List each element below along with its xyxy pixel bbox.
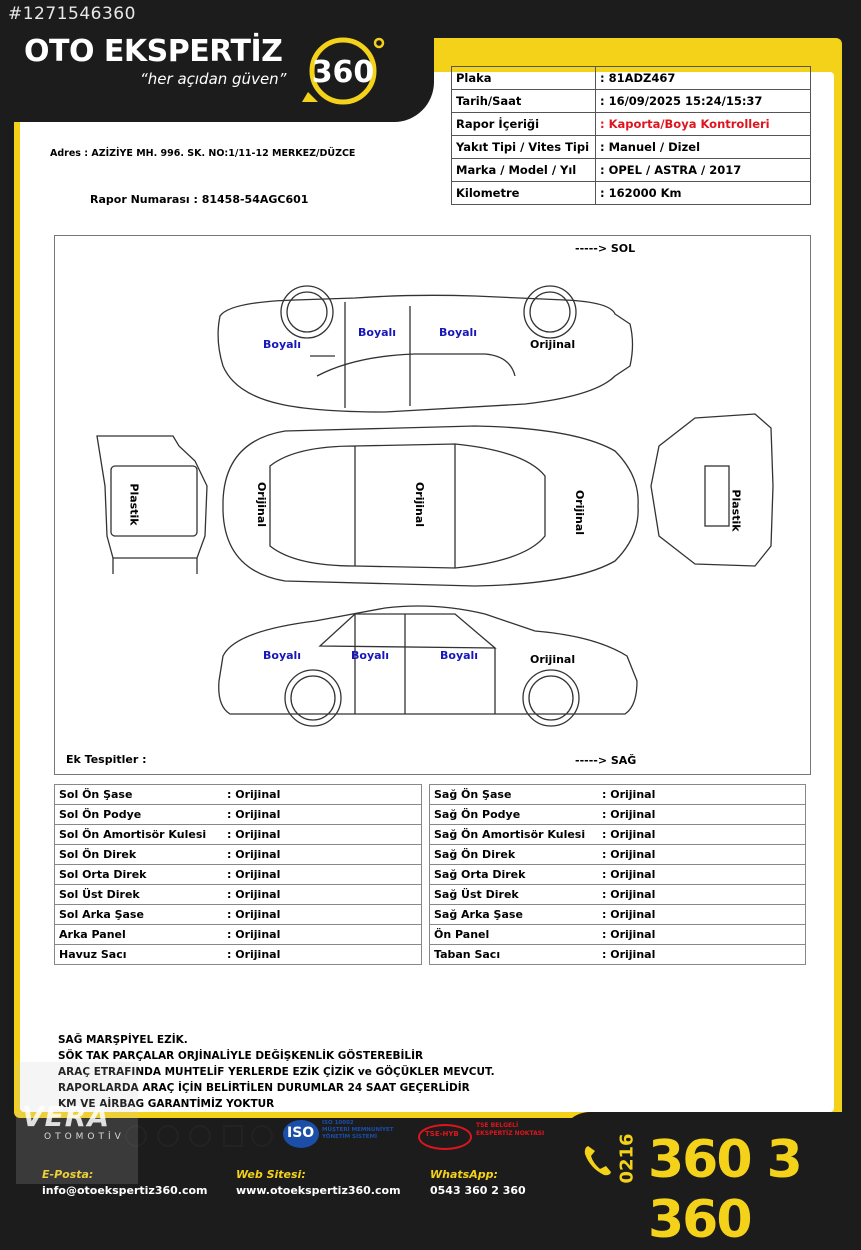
- label-left-view: Plastik: [127, 483, 141, 526]
- part-name: Sağ Üst Direk: [430, 885, 599, 905]
- info-key: Marka / Model / Yıl: [452, 159, 596, 182]
- brake-icon: [252, 1126, 272, 1146]
- part-status: : Orijinal: [598, 905, 806, 925]
- part-row: [430, 925, 806, 945]
- part-row: [430, 945, 806, 965]
- info-row: [452, 113, 811, 136]
- part-name: Arka Panel: [55, 925, 224, 945]
- label-top-rear-fender: Orijinal: [530, 338, 576, 351]
- part-status: : Orijinal: [223, 845, 422, 865]
- label-bottom-front-fender: Orijinal: [530, 653, 576, 666]
- part-row: [430, 885, 806, 905]
- label-hood: Orijinal: [255, 481, 269, 528]
- info-key: Tarih/Saat: [452, 90, 596, 113]
- label-trunk: Orijinal: [573, 489, 587, 536]
- part-status: : Orijinal: [598, 845, 806, 865]
- info-table: [451, 66, 811, 205]
- part-status: : Orijinal: [598, 885, 806, 905]
- web-value[interactable]: www.otoekspertiz360.com: [236, 1184, 401, 1197]
- part-row: [55, 905, 422, 925]
- note-line: SÖK TAK PARÇALAR ORJİNALİYLE DEĞİŞKENLİK GÖSTEREBİLİR: [58, 1050, 424, 1062]
- part-row: [430, 805, 806, 825]
- part-status: : Orijinal: [223, 865, 422, 885]
- info-value: : 81ADZ467: [596, 67, 811, 90]
- part-status: : Orijinal: [223, 925, 422, 945]
- part-row: [55, 785, 422, 805]
- info-row: [452, 159, 811, 182]
- part-status: : Orijinal: [223, 825, 422, 845]
- info-row: [452, 90, 811, 113]
- info-row: [452, 67, 811, 90]
- label-roof: Orijinal: [413, 481, 427, 528]
- part-name: Sol Ön Şase: [55, 785, 224, 805]
- part-name: Sol Ön Direk: [55, 845, 224, 865]
- gauge-icon: [190, 1126, 210, 1146]
- part-name: Ön Panel: [430, 925, 599, 945]
- part-row: [430, 905, 806, 925]
- part-row: [430, 845, 806, 865]
- vera-sub: OTOMOTİV: [44, 1132, 125, 1142]
- part-status: : Orijinal: [223, 805, 422, 825]
- label-bottom-front-door: Boyalı: [440, 649, 479, 662]
- part-status: : Orijinal: [223, 885, 422, 905]
- address: Adres : AZİZİYE MH. 996. SK. NO:1/11-12 MERKEZ/DÜZCE: [50, 148, 356, 159]
- part-status: : Orijinal: [223, 945, 422, 965]
- lift-icon: [224, 1126, 242, 1146]
- brand-name: OTO EKSPERTİZ: [24, 34, 283, 69]
- email-value[interactable]: info@otoekspertiz360.com: [42, 1184, 208, 1197]
- logo-number: 360: [311, 55, 375, 90]
- note-line: KM VE AİRBAG GARANTİMİZ YOKTUR: [58, 1098, 275, 1110]
- info-value: : OPEL / ASTRA / 2017: [596, 159, 811, 182]
- part-name: Sol Ön Amortisör Kulesi: [55, 825, 224, 845]
- brand-slogan: “her açıdan güven”: [140, 70, 287, 88]
- info-row: [452, 136, 811, 159]
- parts-table-right: [429, 784, 806, 965]
- email-label: E-Posta:: [42, 1168, 94, 1181]
- part-name: Sağ Ön Podye: [430, 805, 599, 825]
- label-bottom-rear-fender: Boyalı: [263, 649, 302, 662]
- info-value: : 16/09/2025 15:24/15:37: [596, 90, 811, 113]
- part-name: Sol Üst Direk: [55, 885, 224, 905]
- report-number: Rapor Numarası : 81458-54AGC601: [90, 193, 309, 206]
- phone-area-code: 0216: [616, 1133, 638, 1184]
- part-name: Sağ Orta Direk: [430, 865, 599, 885]
- web-label: Web Sitesi:: [236, 1168, 306, 1181]
- part-name: Sağ Arka Şase: [430, 905, 599, 925]
- part-status: : Orijinal: [223, 785, 422, 805]
- tse-badge-title: TSE-HYB: [425, 1130, 459, 1138]
- phone-icon: [582, 1142, 612, 1178]
- part-row: [55, 945, 422, 965]
- vera-brand: VERA: [22, 1100, 111, 1133]
- part-name: Sağ Ön Şase: [430, 785, 599, 805]
- label-top-front-fender: Boyalı: [263, 338, 302, 351]
- parts-table-left: [54, 784, 422, 965]
- info-key: Yakıt Tipi / Vites Tipi: [452, 136, 596, 159]
- search-icon: [158, 1126, 178, 1146]
- part-name: Sağ Ön Direk: [430, 845, 599, 865]
- info-value: : 162000 Km: [596, 182, 811, 205]
- part-row: [55, 885, 422, 905]
- part-row: [55, 825, 422, 845]
- iso-badge-text: ISO 10002 MÜŞTERİ MEMNUNİYET YÖNETİM SİSTEMİ: [322, 1120, 394, 1140]
- part-row: [430, 785, 806, 805]
- logo-360-icon: [298, 34, 388, 108]
- part-status: : Orijinal: [598, 925, 806, 945]
- phone-number[interactable]: 360 3 360: [648, 1130, 801, 1250]
- ek-tespitler-label: Ek Tespitler :: [66, 753, 147, 766]
- note-line: SAĞ MARŞPİYEL EZİK.: [58, 1034, 188, 1046]
- note-line: ARAÇ ETRAFINDA MUHTELİF YERLERDE EZİK ÇİZİK ve GÖÇÜKLER MEVCUT.: [58, 1066, 495, 1078]
- info-row: [452, 182, 811, 205]
- part-name: Sol Ön Podye: [55, 805, 224, 825]
- part-row: [55, 865, 422, 885]
- whatsapp-label: WhatsApp:: [430, 1168, 498, 1181]
- label-top-front-door: Boyalı: [358, 326, 397, 339]
- iso-badge-title: ISO: [287, 1125, 315, 1141]
- part-status: : Orijinal: [598, 785, 806, 805]
- info-key: Plaka: [452, 67, 596, 90]
- listing-id-watermark: #1271546360: [8, 4, 136, 24]
- part-status: : Orijinal: [598, 805, 806, 825]
- info-key: Kilometre: [452, 182, 596, 205]
- car-outline-drawing: [55, 236, 810, 774]
- info-value: : Manuel / Dizel: [596, 136, 811, 159]
- part-name: Havuz Sacı: [55, 945, 224, 965]
- direction-left-label: -----> SOL: [575, 242, 636, 255]
- part-status: : Orijinal: [223, 905, 422, 925]
- label-bottom-rear-door: Boyalı: [351, 649, 390, 662]
- car-diagram: [54, 235, 811, 775]
- info-value: : Kaporta/Boya Kontrolleri: [596, 113, 811, 136]
- whatsapp-value[interactable]: 0543 360 2 360: [430, 1184, 526, 1197]
- part-row: [430, 865, 806, 885]
- part-row: [55, 805, 422, 825]
- part-name: Sol Orta Direk: [55, 865, 224, 885]
- part-name: Sağ Ön Amortisör Kulesi: [430, 825, 599, 845]
- part-status: : Orijinal: [598, 825, 806, 845]
- part-row: [55, 845, 422, 865]
- direction-right-label: -----> SAĞ: [575, 754, 637, 767]
- note-line: RAPORLARDA ARAÇ İÇİN BELİRTİLEN DURUMLAR 24 SAAT GEÇERLİDİR: [58, 1082, 470, 1094]
- tse-badge-text: TSE BELGELİ EKSPERTİZ NOKTASI: [476, 1122, 545, 1137]
- part-name: Taban Sacı: [430, 945, 599, 965]
- part-status: : Orijinal: [598, 945, 806, 965]
- part-row: [55, 925, 422, 945]
- part-row: [430, 825, 806, 845]
- part-name: Sol Arka Şase: [55, 905, 224, 925]
- part-status: : Orijinal: [598, 865, 806, 885]
- label-top-rear-door: Boyalı: [439, 326, 478, 339]
- info-key: Rapor İçeriği: [452, 113, 596, 136]
- label-right-view: Plastik: [729, 489, 743, 532]
